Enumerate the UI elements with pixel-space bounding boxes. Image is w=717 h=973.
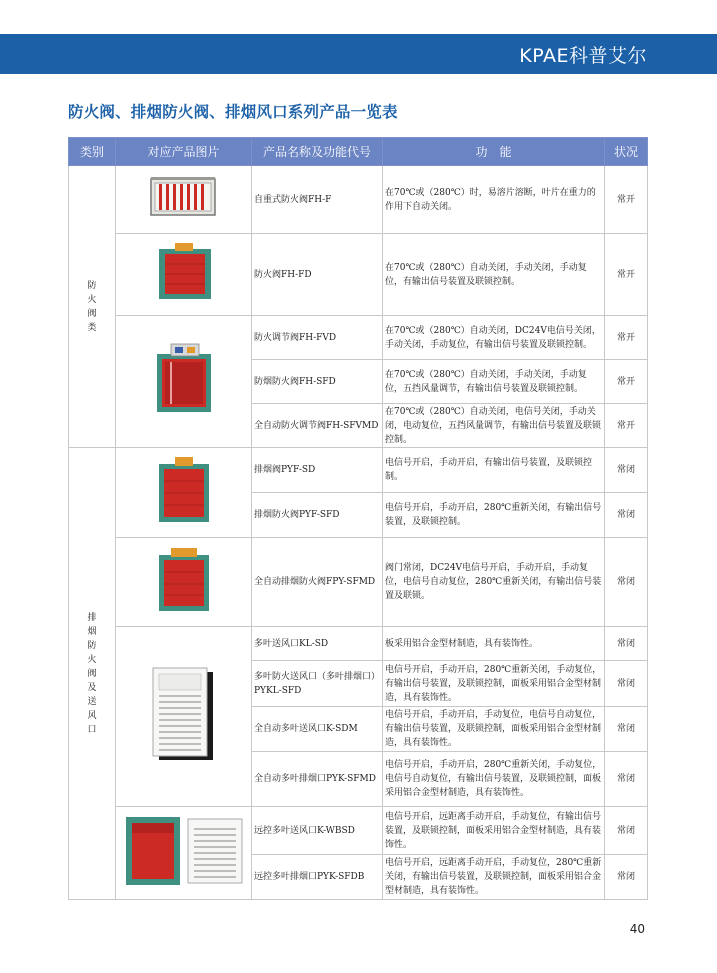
header-status: 状况: [605, 138, 648, 166]
image-cell: [116, 234, 252, 316]
product-name: 多叶送风口KL-SD: [252, 627, 383, 661]
product-function: 在70℃或（280℃）自动关闭，电信号关闭，手动关闭，电动复位，五挡风量调节，有输出信号装置及联锁控制。: [383, 404, 605, 448]
product-name: 排烟阀PYF-SD: [252, 448, 383, 493]
product-status: 常开: [605, 404, 648, 448]
product-status: 常闭: [605, 538, 648, 627]
gravity-fire-damper-image: [149, 175, 219, 219]
product-status: 常闭: [605, 661, 648, 707]
image-cell: [116, 538, 252, 627]
table-header-row: [69, 138, 648, 166]
product-name: 全自动多叶排烟口PYK-SFMD: [252, 752, 383, 807]
table-row: [69, 448, 648, 493]
brand-bar: [0, 34, 717, 74]
smoke-exhaust-damper-image: [153, 454, 215, 526]
product-status: 常开: [605, 360, 648, 404]
image-cell: [116, 316, 252, 448]
table-row: [69, 627, 648, 661]
product-table: [68, 137, 648, 900]
product-function: 电信号开启，手动开启，手动复位，电信号自动复位，有输出信号装置，及联锁控制，面板采用铝合金型材制造，具有装饰性。: [383, 707, 605, 752]
product-function: 电信号开启，手动开启，280℃重新关闭，手动复位，有输出信号装置，及联锁控制，面板采用铝合金型材制造，具有装饰性。: [383, 661, 605, 707]
image-cell: [116, 448, 252, 538]
product-status: 常闭: [605, 807, 648, 855]
product-name: 排烟防火阀PYF-SFD: [252, 493, 383, 538]
table-row: [69, 538, 648, 627]
auto-smoke-fire-damper-image: [153, 545, 215, 615]
product-status: 常闭: [605, 448, 648, 493]
product-name: 自重式防火阀FH-F: [252, 166, 383, 234]
product-status: 常闭: [605, 707, 648, 752]
product-function: 在70℃或（280℃）时，易溶片溶断，叶片在重力的作用下自动关闭。: [383, 166, 605, 234]
header-name: 产品名称及功能代号: [252, 138, 383, 166]
multi-blade-vent-image: [149, 664, 219, 764]
category-smoke-damper: 排烟防火阀及送风口: [87, 612, 97, 735]
fire-damper-image: [153, 241, 215, 303]
product-name: 远控多叶排烟口PYK-SFDB: [252, 855, 383, 900]
category-cell-fire-damper: [69, 166, 116, 448]
page-number: 40: [629, 922, 645, 936]
table-row: [69, 166, 648, 234]
category-cell-smoke-damper: [69, 448, 116, 900]
product-function: 电信号开启，手动开启，有输出信号装置，及联锁控制。: [383, 448, 605, 493]
brand-name: KPAE科普艾尔: [519, 45, 647, 67]
product-function: 在70℃或（280℃）自动关闭，手动关闭，手动复位，有输出信号装置及联锁控制。: [383, 234, 605, 316]
product-status: 常闭: [605, 627, 648, 661]
page-title: 防火阀、排烟防火阀、排烟风口系列产品一览表: [68, 103, 398, 121]
remote-vent-image: [122, 813, 246, 889]
product-name: 防烟防火阀FH-SFD: [252, 360, 383, 404]
image-cell: [116, 166, 252, 234]
product-status: 常闭: [605, 493, 648, 538]
product-function: 阀门常闭，DC24V电信号开启，手动开启，手动复位，电信号自动复位，280℃重新关闭，有输出信号装置及联锁。: [383, 538, 605, 627]
product-status: 常开: [605, 234, 648, 316]
product-function: 板采用铝合金型材制造，具有装饰性。: [383, 627, 605, 661]
table-row: [69, 316, 648, 360]
product-function: 电信号开启，手动开启，280℃重新关闭，有输出信号装置，及联锁控制。: [383, 493, 605, 538]
header-category: 类别: [69, 138, 116, 166]
product-function: 电信号开启，远距离手动开启，手动复位，280℃重新关闭，有输出信号装置，及联锁控制，面板采用铝合金型材制造，具有装饰性。: [383, 855, 605, 900]
header-image: 对应产品图片: [116, 138, 252, 166]
image-cell: [116, 627, 252, 807]
product-status: 常闭: [605, 855, 648, 900]
product-name: 全自动多叶送风口K-SDM: [252, 707, 383, 752]
product-name: 多叶防火送风口（多叶排烟口）PYKL-SFD: [252, 661, 383, 707]
product-name: 全自动排烟防火阀FPY-SFMD: [252, 538, 383, 627]
product-function: 在70℃或（280℃）自动关闭，DC24V电信号关闭，手动关闭，手动复位，有输出信号装置及联锁控制。: [383, 316, 605, 360]
table-row: [69, 234, 648, 316]
product-name: 全自动防火调节阀FH-SFVMD: [252, 404, 383, 448]
fire-regulating-damper-image: [151, 342, 217, 416]
header-function: 功 能: [383, 138, 605, 166]
product-function: 在70℃或（280℃）自动关闭，手动关闭，手动复位，五挡风量调节，有输出信号装置及联锁控制。: [383, 360, 605, 404]
product-status: 常开: [605, 166, 648, 234]
product-name: 防火阀FH-FD: [252, 234, 383, 316]
product-name: 防火调节阀FH-FVD: [252, 316, 383, 360]
table-row: [69, 807, 648, 855]
product-name: 远控多叶送风口K-WBSD: [252, 807, 383, 855]
product-function: 电信号开启，手动开启，280℃重新关闭，手动复位，电信号自动复位，有输出信号装置，及联锁控制，面板采用铝合金型材制造，具有装饰性。: [383, 752, 605, 807]
image-cell: [116, 807, 252, 900]
product-status: 常闭: [605, 752, 648, 807]
product-function: 电信号开启，远距离手动开启，手动复位，有输出信号装置，及联锁控制，面板采用铝合金型材制造，具有装饰性。: [383, 807, 605, 855]
product-status: 常开: [605, 316, 648, 360]
category-fire-damper: 防火阀类: [87, 280, 97, 333]
